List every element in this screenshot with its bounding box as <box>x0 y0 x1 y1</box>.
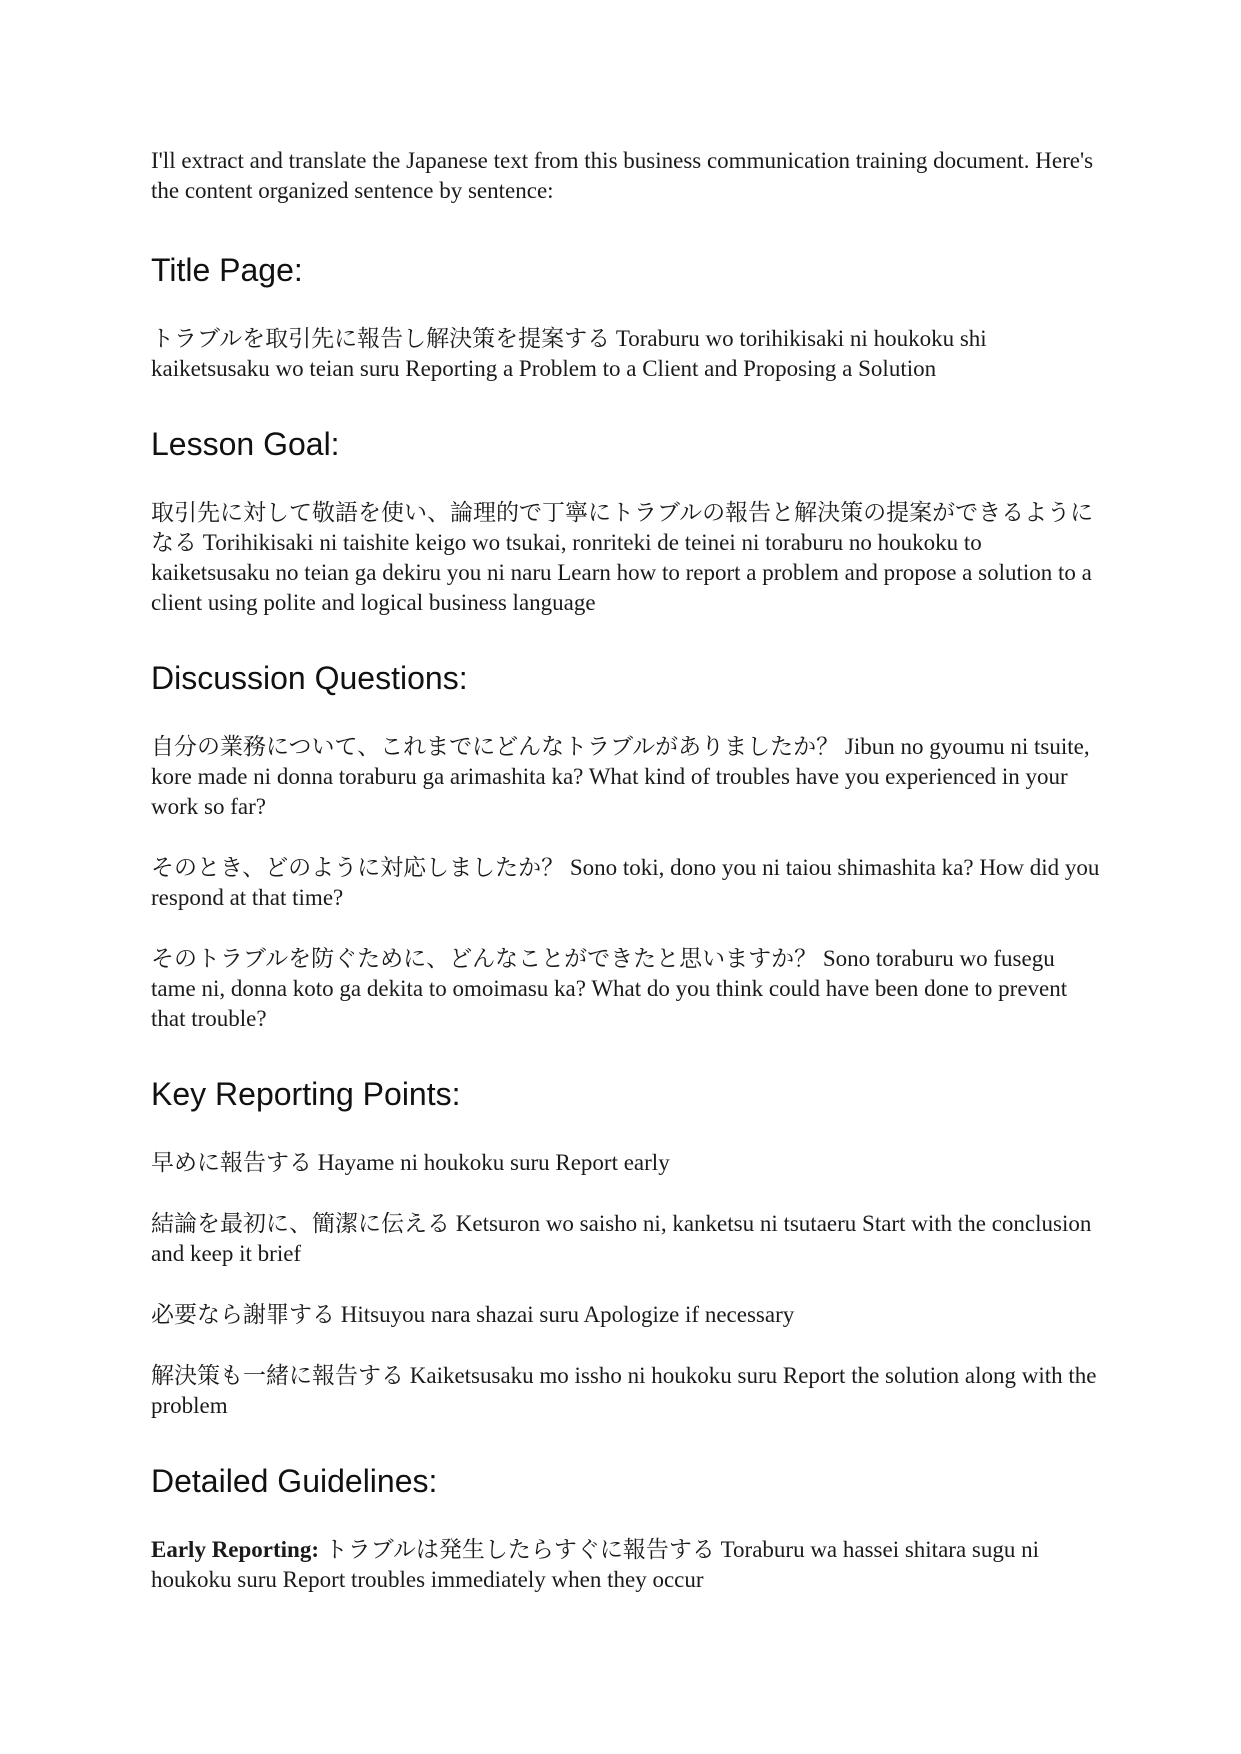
document-page <box>151 146 1101 1626</box>
discussion-question-2: そのとき、どのように対応しましたか？ Sono toki, dono you ni taiou shimashita ka? How did you respond at that time? <box>151 855 1100 910</box>
heading-title-page: Title Page: <box>151 252 303 288</box>
key-point-2: 結論を最初に、簡潔に伝える Ketsuron wo saisho ni, kanketsu ni tsutaeru Start with the conclusion and keep it brief <box>151 1211 1092 1266</box>
heading-discussion-questions: Discussion Questions: <box>151 660 468 696</box>
key-point-1: 早めに報告する Hayame ni houkoku suru Report early <box>151 1150 670 1175</box>
guideline-early-reporting <box>151 1535 1101 1595</box>
title-page-text: トラブルを取引先に報告し解決策を提案する Toraburu wo torihikisaki ni houkoku shi kaiketsusaku wo teian suru Reporting a Problem to a Client and Proposing a Solution <box>151 326 987 381</box>
key-point-4: 解決策も一緒に報告する Kaiketsusaku mo issho ni houkoku suru Report the solution along with the problem <box>151 1363 1097 1418</box>
discussion-question-1: 自分の業務について、これまでにどんなトラブルがありましたか？ Jibun no gyoumu ni tsuite, kore made ni donna toraburu ga arimashita ka? What kind of troubles have you experienced in your work so far? <box>151 734 1090 819</box>
heading-key-reporting-points: Key Reporting Points: <box>151 1076 461 1112</box>
intro-paragraph: I'll extract and translate the Japanese text from this business communication training document. Here's the content organized sentence by sentence: <box>151 148 1094 203</box>
lesson-goal-text: 取引先に対して敬語を使い、論理的で丁寧にトラブルの報告と解決策の提案ができるようになる Torihikisaki ni taishite keigo wo tsukai, ronriteki de teinei ni toraburu no houkoku to kaiketsusaku no teian ga dekiru you ni naru Learn how to report a problem and propose a solution to a client using polite and logical business language <box>151 500 1094 615</box>
heading-detailed-guidelines: Detailed Guidelines: <box>151 1463 438 1499</box>
discussion-question-3: そのトラブルを防ぐために、どんなことができたと思いますか？ Sono toraburu wo fusegu tame ni, donna koto ga dekita to omoimasu ka? What do you think could have been done to prevent that trouble? <box>151 946 1068 1031</box>
key-point-3: 必要なら謝罪する Hitsuyou nara shazai suru Apologize if necessary <box>151 1302 795 1327</box>
guideline-text: トラブルは発生したらすぐに報告する Toraburu wa hassei shitara sugu ni houkoku suru Report troubles immediately when they occur <box>151 1537 1039 1592</box>
guideline-label: Early Reporting: <box>151 1537 320 1562</box>
heading-lesson-goal: Lesson Goal: <box>151 426 340 462</box>
